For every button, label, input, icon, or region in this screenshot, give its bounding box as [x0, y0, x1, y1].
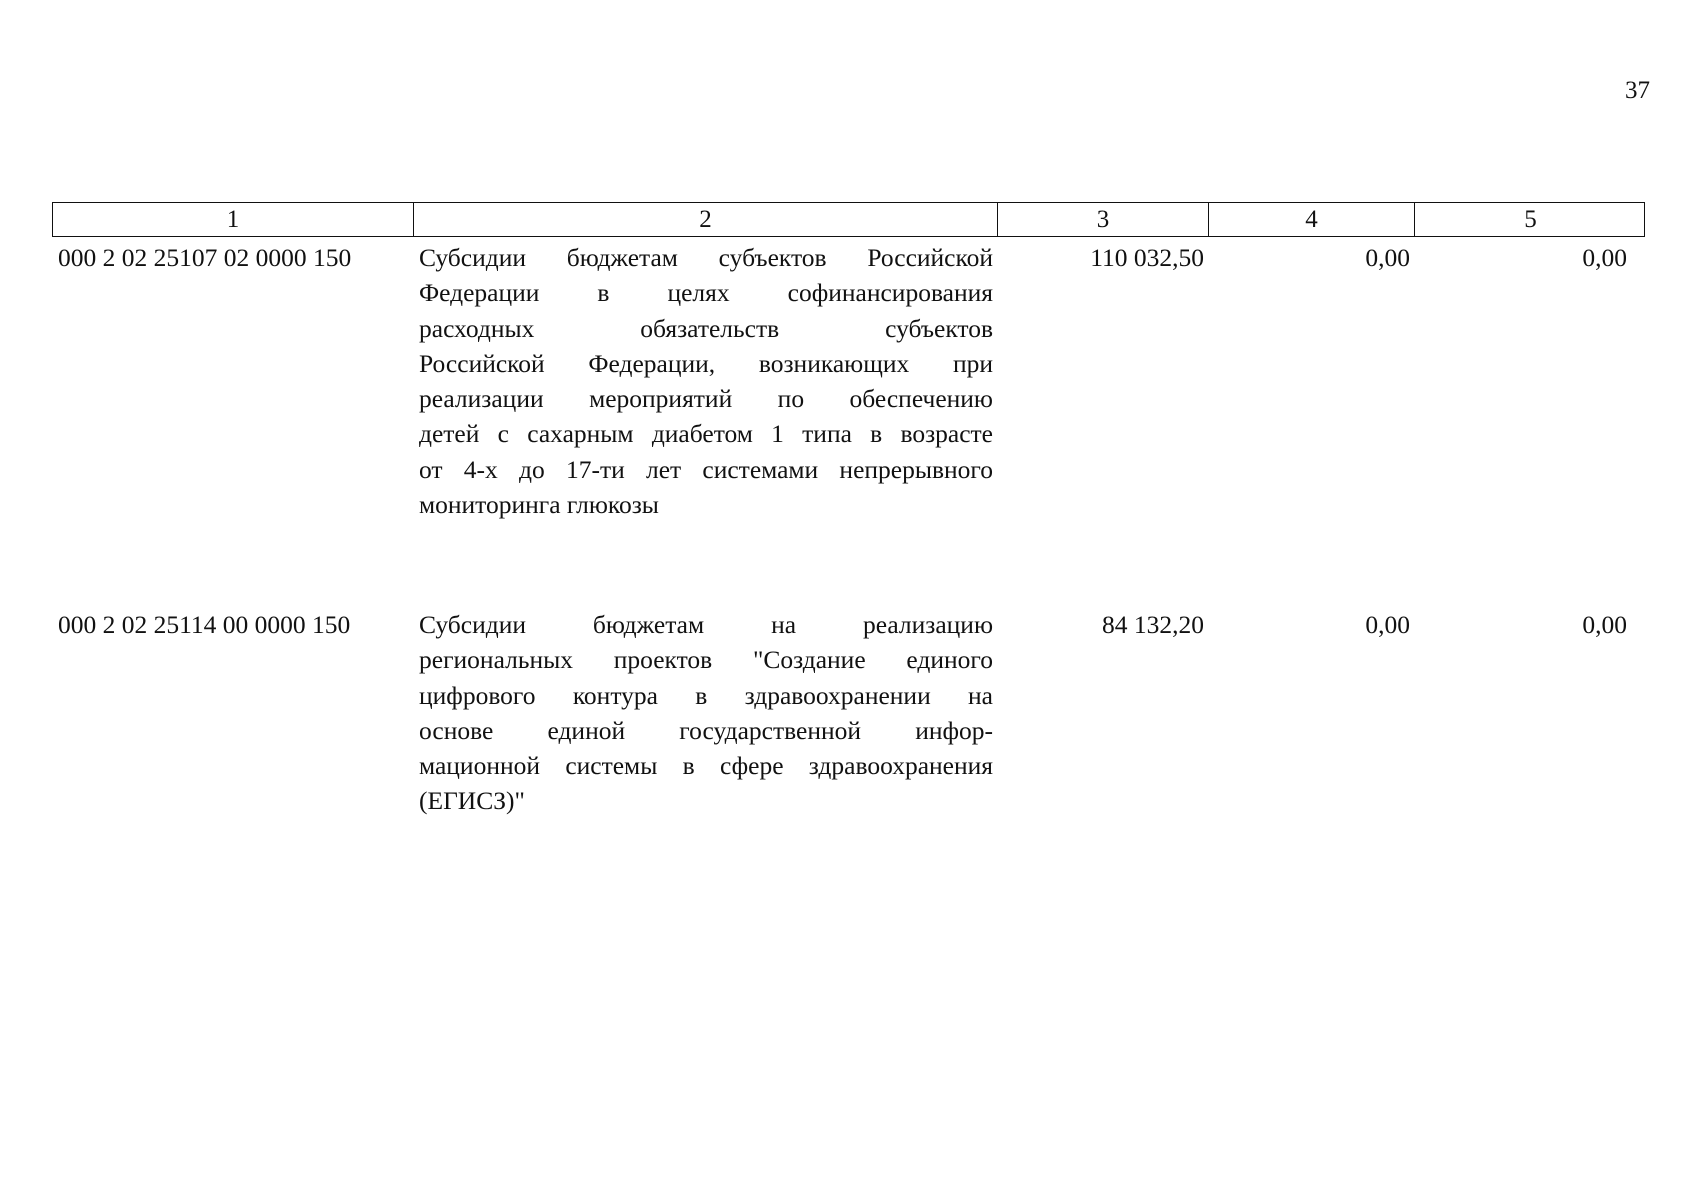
description-line: от 4-х до 17-ти лет системами непрерывного [419, 454, 993, 484]
description-line: мониторинга глюкозы [419, 490, 659, 520]
description-line: мационной системы в сфере здравоохранения [419, 751, 993, 781]
row-value-col3: 110 032,50 [1090, 243, 1204, 272]
description-line: Субсидии бюджетам на реализацию [419, 610, 993, 639]
description-line: Федерации в целях софинансирования [419, 278, 993, 308]
table-row [52, 607, 1645, 819]
description-line: цифрового контура в здравоохранении на [419, 680, 993, 710]
table-row [52, 240, 1645, 602]
page-number: 37 [1625, 77, 1650, 104]
column-header-5: 5 [1524, 206, 1537, 233]
description-line: основе единой государственной инфор- [419, 715, 993, 745]
row-value-col5: 0,00 [1582, 610, 1627, 639]
row-value-col4: 0,00 [1365, 243, 1410, 272]
column-header-1: 1 [53, 203, 414, 236]
table-header [52, 202, 1645, 237]
description-line: региональных проектов "Создание единого [419, 645, 993, 675]
description-line: реализации мероприятий по обеспечению [419, 384, 993, 414]
column-header-3: 3 [998, 203, 1209, 236]
description-line: детей с сахарным диабетом 1 типа в возрасте [419, 419, 993, 449]
row-description [413, 240, 997, 602]
row-code: 000 2 02 25114 00 0000 150 [58, 610, 351, 639]
row-value-col4: 0,00 [1365, 610, 1410, 639]
column-header-4: 4 [1209, 203, 1415, 236]
budget-table [52, 202, 1645, 819]
column-header-2: 2 [414, 203, 998, 236]
row-code: 000 2 02 25107 02 0000 150 [58, 243, 352, 272]
row-value-col5: 0,00 [1582, 243, 1627, 272]
row-description [413, 607, 997, 819]
description-line: Российской Федерации, возникающих при [419, 348, 993, 378]
row-value-col3: 84 132,20 [1102, 610, 1204, 639]
description-line: Субсидии бюджетам субъектов Российской [419, 243, 993, 272]
description-line: (ЕГИСЗ)" [419, 786, 525, 816]
description-line: расходных обязательств субъектов [419, 313, 993, 343]
